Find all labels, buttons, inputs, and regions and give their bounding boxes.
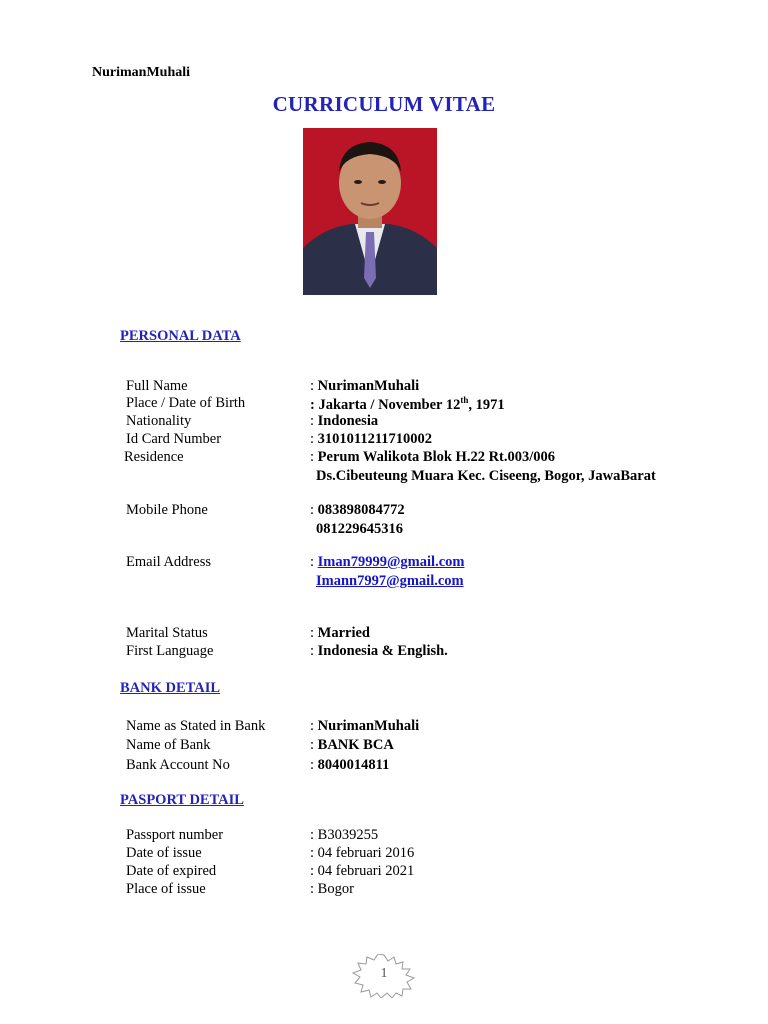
bank-name-label: Name as Stated in Bank: [126, 718, 266, 734]
account-label: Bank Account No: [126, 757, 230, 773]
passport-number-value: : B3039255: [310, 827, 379, 843]
birth-label: Place / Date of Birth: [126, 395, 246, 411]
marital-label: Marital Status: [126, 625, 208, 641]
bank-name-value: : NurimanMuhali: [310, 718, 420, 734]
issue-date-text: 04 februari 2016: [317, 845, 415, 861]
passport-number-label: Passport number: [126, 827, 224, 843]
expired-date-value: : 04 februari 2021: [310, 863, 415, 879]
full-name-value: : NurimanMuhali: [310, 378, 420, 394]
language-value: : Indonesia & English.: [310, 643, 448, 659]
nationality-text: Indonesia: [317, 413, 379, 429]
page-number-badge: [352, 954, 416, 998]
language-label: First Language: [126, 643, 214, 659]
marital-value: : Married: [310, 625, 370, 641]
bank-label: Name of Bank: [126, 737, 211, 753]
place-issue-value: : Bogor: [310, 881, 354, 897]
mobile-value: : 083898084772: [310, 502, 405, 518]
full-name-text: NurimanMuhali: [317, 378, 420, 394]
full-name-label: Full Name: [126, 378, 188, 394]
page-number: 1: [380, 966, 388, 981]
section-bank-detail: BANK DETAIL: [120, 680, 221, 696]
nationality-value: : Indonesia: [310, 413, 379, 429]
issue-date-label: Date of issue: [126, 845, 202, 861]
email-link-1[interactable]: Iman79999@gmail.com: [317, 554, 465, 570]
residence-line1: Perum Walikota Blok H.22 Rt.003/006: [317, 449, 556, 465]
bank-name-text: NurimanMuhali: [317, 718, 420, 734]
expired-date-text: 04 februari 2021: [317, 863, 415, 879]
birth-place-month: Jakarta / November 12: [318, 396, 461, 413]
header-name: NurimanMuhali: [92, 65, 191, 80]
profile-photo: [303, 128, 437, 295]
residence-label: Residence: [124, 449, 184, 465]
mobile-2: 081229645316: [316, 521, 403, 537]
nationality-label: Nationality: [126, 413, 192, 429]
account-text: 8040014811: [317, 757, 390, 773]
email-label: Email Address: [126, 554, 211, 570]
account-value: : 8040014811: [310, 757, 390, 773]
birth-year: , 1971: [468, 396, 505, 413]
bank-text: BANK BCA: [317, 737, 394, 753]
expired-date-label: Date of expired: [126, 863, 217, 879]
language-text: Indonesia & English.: [317, 643, 448, 659]
section-passport-detail: PASPORT DETAIL: [120, 792, 244, 808]
place-issue-text: Bogor: [317, 881, 354, 897]
id-label: Id Card Number: [126, 431, 222, 447]
mobile-1: 083898084772: [317, 502, 405, 518]
id-value: : 3101011211710002: [310, 431, 433, 447]
marital-text: Married: [317, 625, 370, 641]
portrait-image: [303, 128, 437, 295]
email-value: : Iman79999@gmail.com: [310, 554, 465, 570]
page-title: CURRICULUM VITAE: [272, 92, 496, 116]
residence-value: : Perum Walikota Blok H.22 Rt.003/006: [310, 449, 556, 465]
issue-date-value: : 04 februari 2016: [310, 845, 415, 861]
birth-ordinal: th: [460, 395, 469, 405]
email-link-2[interactable]: Imann7997@gmail.com: [316, 573, 464, 589]
section-personal-data: PERSONAL DATA: [120, 328, 241, 344]
passport-number-text: B3039255: [317, 827, 379, 843]
bank-value: : BANK BCA: [310, 737, 394, 753]
residence-line2: Ds.Cibeuteung Muara Kec. Ciseeng, Bogor, JawaBarat: [316, 468, 656, 484]
birth-value: : Jakarta / November 12th, 1971: [310, 395, 505, 413]
place-issue-label: Place of issue: [126, 881, 206, 897]
id-text: 3101011211710002: [317, 431, 433, 447]
mobile-label: Mobile Phone: [126, 502, 208, 518]
